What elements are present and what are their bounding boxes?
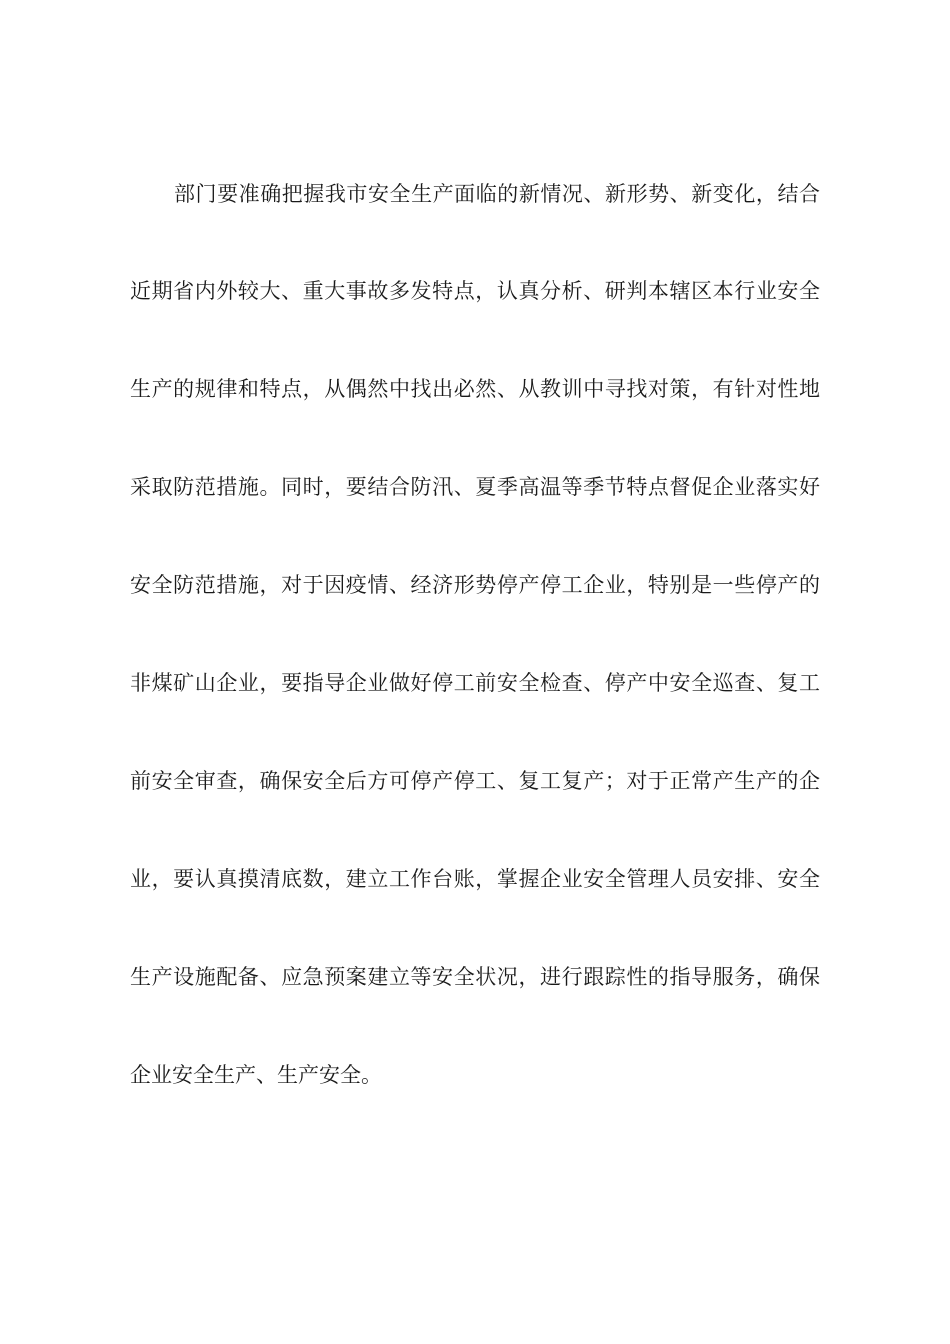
paragraph-line: 部门要准确把握我市安全生产面临的新情况、新形势、新变化，结合 (174, 182, 820, 206)
paragraph-line: 近期省内外较大、重大事故多发特点，认真分析、研判本辖区本行业安全 (130, 279, 820, 303)
paragraph-line: 前安全审查，确保安全后方可停产停工、复工复产；对于正常产生产的企 (130, 769, 820, 793)
paragraph-line: 生产设施配备、应急预案建立等安全状况，进行跟踪性的指导服务，确保 (130, 965, 820, 989)
paragraph-line: 非煤矿山企业，要指导企业做好停工前安全检查、停产中安全巡查、复工 (130, 671, 820, 695)
paragraph-line: 业，要认真摸清底数，建立工作台账，掌握企业安全管理人员安排、安全 (130, 867, 820, 891)
paragraph-line: 安全防范措施，对于因疫情、经济形势停产停工企业，特别是一些停产的 (130, 573, 820, 597)
paragraph-line: 生产的规律和特点，从偶然中找出必然、从教训中寻找对策，有针对性地 (130, 377, 820, 401)
paragraph-line: 采取防范措施。同时，要结合防汛、夏季高温等季节特点督促企业落实好 (130, 475, 820, 499)
paragraph-line: 企业安全生产、生产安全。 (130, 1063, 382, 1087)
